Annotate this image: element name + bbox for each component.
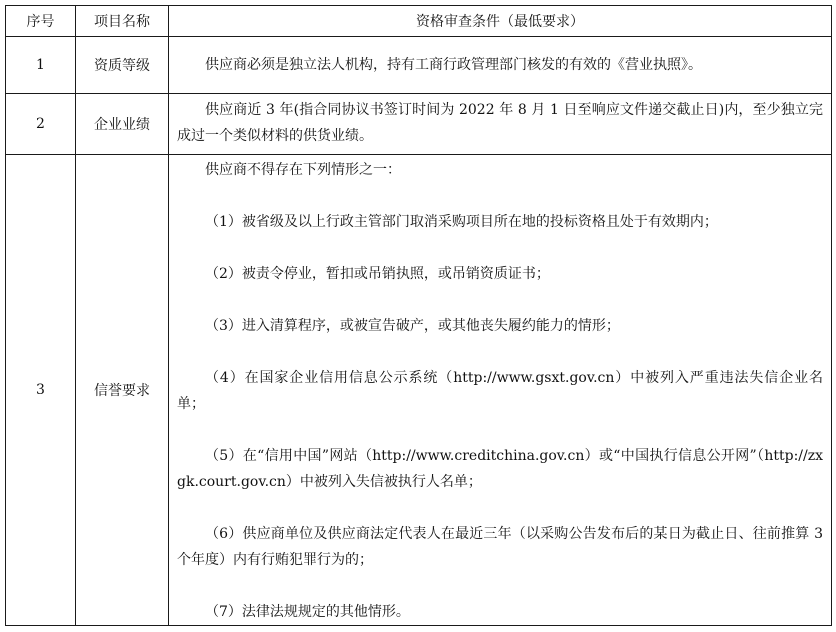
qualification-table [5,5,832,626]
condition-item-7: （7）法律法规规定的其他情形。 [205,604,410,620]
condition-text: 供应商必须是独立法人机构，持有工商行政管理部门核发的有效的《营业执照》。 [205,57,702,73]
row-condition-cell [169,94,832,155]
condition-item-3: （3）进入清算程序，或被宣告破产，或其他丧失履约能力的情形； [205,318,620,334]
condition-item-2: （2）被责令停业，暂扣或吊销执照，或吊销资质证书； [205,266,550,282]
row-item-name: 资质等级 [76,37,169,94]
table-row [6,155,832,626]
header-conditions: 资格审查条件（最低要求） [169,6,832,37]
condition-item-6: （6）供应商单位及供应商法定代表人在最近三年（以采购公告发布后的某日为截止日、往前推算 3 个年度）内有行贿犯罪行为的； [177,526,823,568]
header-item-name: 项目名称 [76,6,169,37]
row-condition-cell [169,37,832,94]
row-item-name: 信誉要求 [76,155,169,626]
table-header-row [6,6,832,37]
condition-item-5: （5）在“信用中国”网站（http://www.creditchina.gov.cn）或“中国执行信息公开网”（http://zxgk.court.gov.cn）中被列入失信被执行人名单； [177,448,823,490]
row-condition-cell [169,155,832,626]
header-serial-number: 序号 [6,6,76,37]
condition-item-1: （1）被省级及以上行政主管部门取消采购项目所在地的投标资格且处于有效期内； [205,214,718,230]
table-row [6,37,832,94]
row-number: 2 [6,94,76,155]
row-number: 3 [6,155,76,626]
condition-intro: 供应商不得存在下列情形之一： [205,162,401,178]
condition-text: 供应商近 3 年(指合同协议书签订时间为 2022 年 8 月 1 日至响应文件递交截止日)内，至少独立完成过一个类似材料的供货业绩。 [177,102,823,144]
condition-item-4: （4）在国家企业信用信息公示系统（http://www.gsxt.gov.cn）中被列入严重违法失信企业名单； [177,370,823,412]
row-number: 1 [6,37,76,94]
row-item-name: 企业业绩 [76,94,169,155]
table-row [6,94,832,155]
